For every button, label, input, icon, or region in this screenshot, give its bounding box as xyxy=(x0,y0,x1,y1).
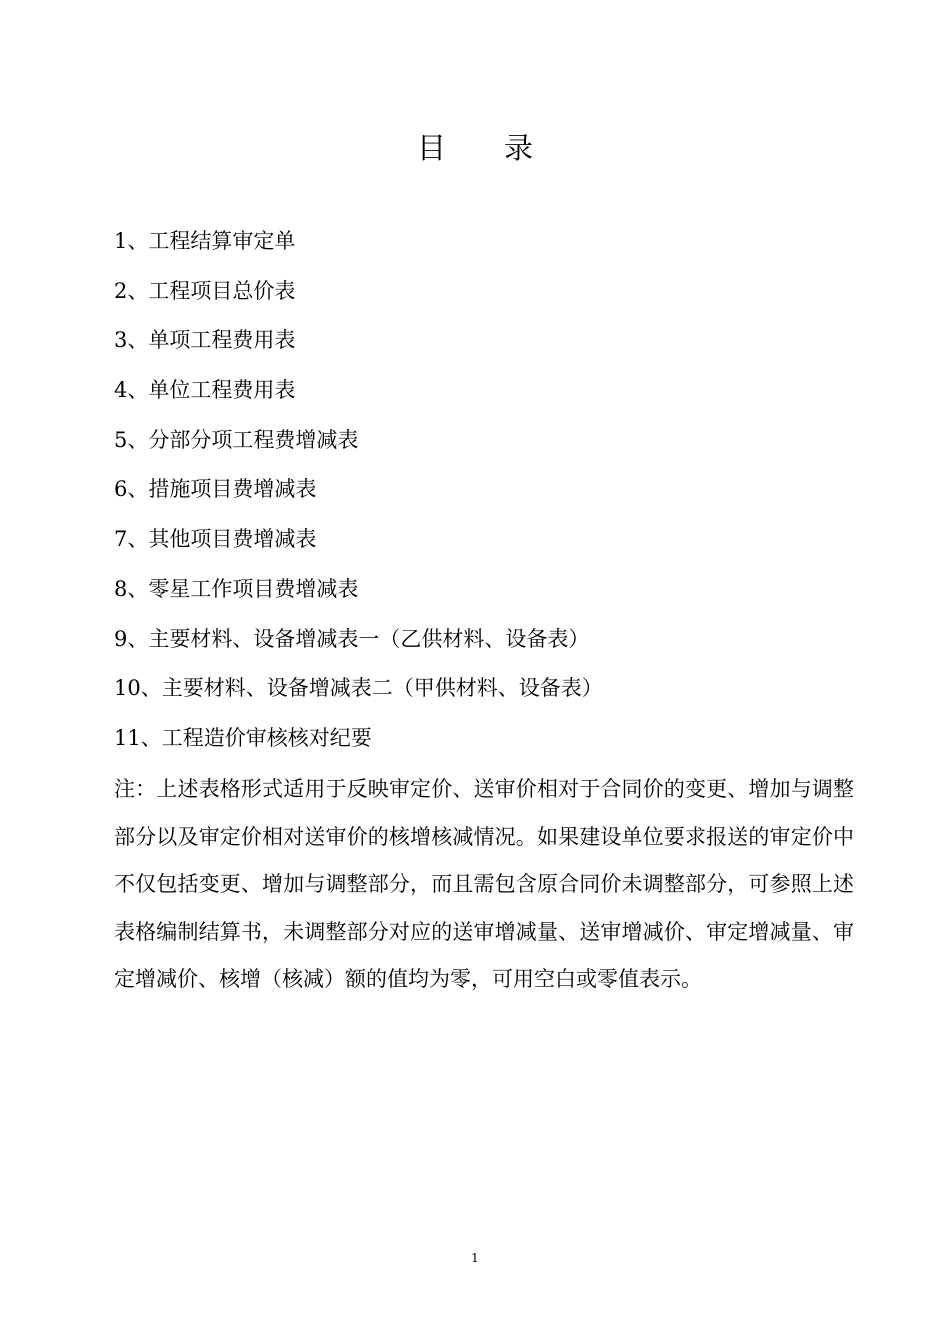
note-paragraph: 注：上述表格形式适用于反映审定价、送审价相对于合同价的变更、增加与调整部分以及审定价相对送审价的核增核减情况。如果建设单位要求报送的审定价中不仅包括变更、增加与调整部分，而且需包含原合同价未调整部分，可参照上述表格编制结算书，未调整部分对应的送审增减量、送审增减价、审定增减量、审定增减价、核增（核减）额的值均为零，可用空白或零值表示。 xyxy=(114,777,854,991)
toc-item: 6、措施项目费增减表 xyxy=(114,477,317,502)
toc-item: 7、其他项目费增减表 xyxy=(114,527,317,552)
toc-item: 3、单项工程费用表 xyxy=(114,328,296,353)
toc-item: 2、工程项目总价表 xyxy=(114,278,296,303)
toc-item: 10、主要材料、设备增减表二（甲供材料、设备表） xyxy=(114,676,603,701)
toc-item: 1、工程结算审定单 xyxy=(114,229,296,253)
toc-item: 9、主要材料、设备增减表一（乙供材料、设备表） xyxy=(114,626,590,651)
table-of-contents xyxy=(114,220,874,767)
page-number: 1 xyxy=(471,1251,479,1265)
page-title: 目 录 xyxy=(416,131,533,165)
toc-item: 4、单位工程费用表 xyxy=(114,378,296,403)
toc-item: 11、工程造价审核核对纪要 xyxy=(114,725,372,750)
toc-item: 5、分部分项工程费增减表 xyxy=(114,427,359,452)
toc-item: 8、零星工作项目费增减表 xyxy=(114,576,359,601)
